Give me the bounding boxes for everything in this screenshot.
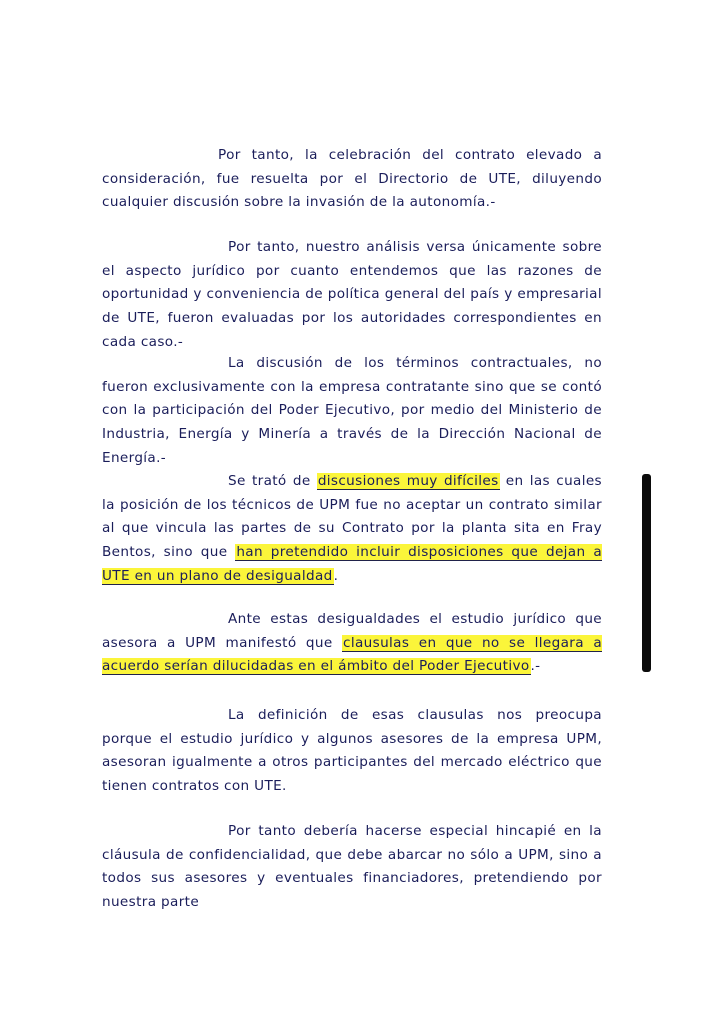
paragraph-text: La discusión de los términos contractuales, no fueron exclusivamente con la empresa contratante sino que se contó con la participación del Poder Ejecutivo, por medio del Ministerio de Industria, Energía y Minería a través de la Dirección Nacional de Energía.- xyxy=(102,355,602,466)
paragraph-4 xyxy=(102,470,602,589)
paragraph-3 xyxy=(102,352,602,471)
paragraph-text: Por tanto, la celebración del contrato elevado a consideración, fue resuelta por el Directorio de UTE, diluyendo cualquier discusión sobre la invasión de la autonomía.- xyxy=(102,147,602,211)
highlighted-text: discusiones muy difíciles xyxy=(317,473,499,489)
paragraph-2 xyxy=(102,236,602,355)
paragraph-text: Se trató de xyxy=(228,473,317,489)
highlighted-text: clausulas en que no se llegara a acuerdo serían dilucidadas en el ámbito del Poder Ejecutivo xyxy=(102,634,602,675)
paragraph-text: en las cuales la posición de los técnicos de UPM fue no aceptar un contrato similar al que vincula las partes de su Contrato por la planta sita en Fray Bentos, sino que xyxy=(102,473,602,561)
paragraph-text: Por tanto debería hacerse especial hincapié en la cláusula de confidencialidad, que debe abarcar no sólo a UPM, sino a todos sus asesores y eventuales financiadores, pretendiendo por nuestra parte xyxy=(102,823,602,911)
paragraph-text: La definición de esas clausulas nos preocupa porque el estudio jurídico y algunos asesores de la empresa UPM, asesoran igualmente a otros participantes del mercado eléctrico que tienen contratos con UTE. xyxy=(102,707,602,795)
paragraph-text: Ante estas desigualdades el estudio jurídico que asesora a UPM manifestó que xyxy=(102,611,602,651)
paragraph-5 xyxy=(102,608,602,679)
margin-marker xyxy=(642,474,651,672)
paragraph-text: Por tanto, nuestro análisis versa únicamente sobre el aspecto jurídico por cuanto entendemos que las razones de oportunidad y conveniencia de política general del país y empresarial de UTE, fueron evaluadas por los autoridades correspondientes en cada caso.- xyxy=(102,239,602,350)
paragraph-text: .- xyxy=(530,658,541,675)
paragraph-1 xyxy=(102,144,602,215)
paragraph-6 xyxy=(102,704,602,799)
paragraph-7 xyxy=(102,820,602,915)
highlighted-text: han pretendido incluir disposiciones que dejan a UTE en un plano de desigualdad xyxy=(102,544,603,584)
paragraph-text: . xyxy=(333,567,339,584)
